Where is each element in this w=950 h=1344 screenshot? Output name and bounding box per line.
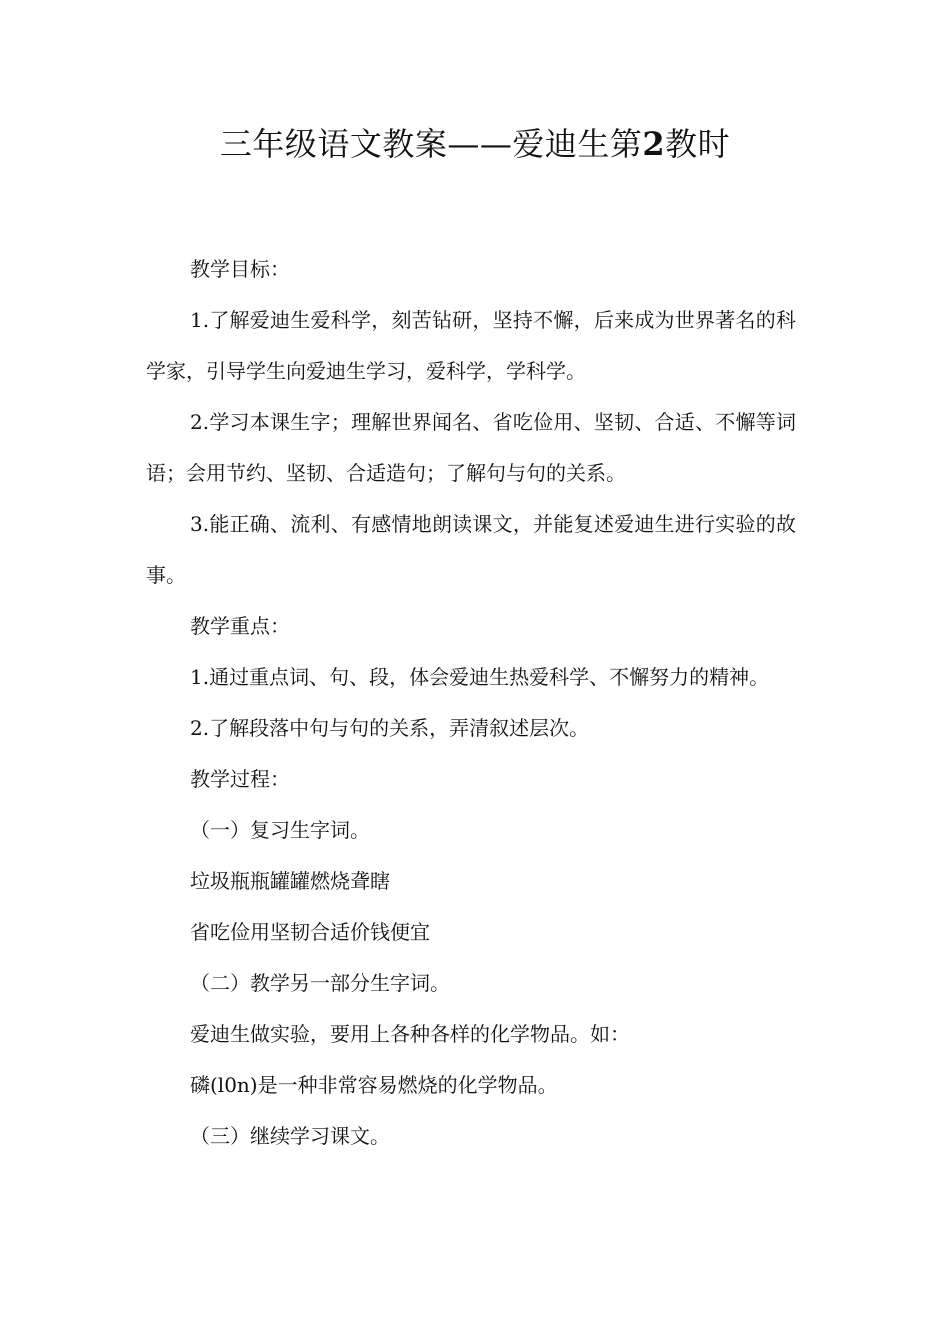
title-prefix: 三年级语文教案——爱迪生第: [219, 125, 643, 163]
section-heading-objectives: 教学目标：: [190, 257, 290, 281]
document-body: [146, 244, 796, 1162]
title-number: 2: [642, 125, 666, 163]
objective-3: 3.能正确、流利、有感情地朗读课文，并能复述爱迪生进行实验的故事。: [146, 512, 796, 587]
title-suffix: 教时: [665, 125, 731, 163]
process-text-2: 磷(l0n)是一种非常容易燃烧的化学物品。: [190, 1073, 558, 1097]
page-title: [0, 122, 950, 166]
objective-2: 2.学习本课生字；理解世界闻名、省吃俭用、坚韧、合适、不懈等词语；会用节约、坚韧、合适造句；了解句与句的关系。: [146, 410, 796, 485]
objective-1: 1.了解爱迪生爱科学，刻苦钻研，坚持不懈，后来成为世界著名的科学家，引导学生向爱迪生学习，爱科学，学科学。: [146, 308, 796, 383]
process-step-3: （三）继续学习课文。: [190, 1124, 390, 1148]
section-heading-key-points: 教学重点：: [190, 614, 290, 638]
process-step-1: （一）复习生字词。: [190, 818, 370, 842]
vocab-line-2: 省吃俭用坚韧合适价钱便宜: [190, 920, 430, 944]
vocab-line-1: 垃圾瓶瓶罐罐燃烧聋瞎: [190, 869, 390, 893]
process-step-2: （二）教学另一部分生字词。: [190, 971, 450, 995]
process-text-1: 爱迪生做实验，要用上各种各样的化学物品。如：: [190, 1022, 630, 1046]
key-point-2: 2.了解段落中句与句的关系，弄清叙述层次。: [190, 716, 590, 740]
section-heading-process: 教学过程：: [190, 767, 290, 791]
key-point-1: 1.通过重点词、句、段，体会爱迪生热爱科学、不懈努力的精神。: [190, 665, 770, 689]
